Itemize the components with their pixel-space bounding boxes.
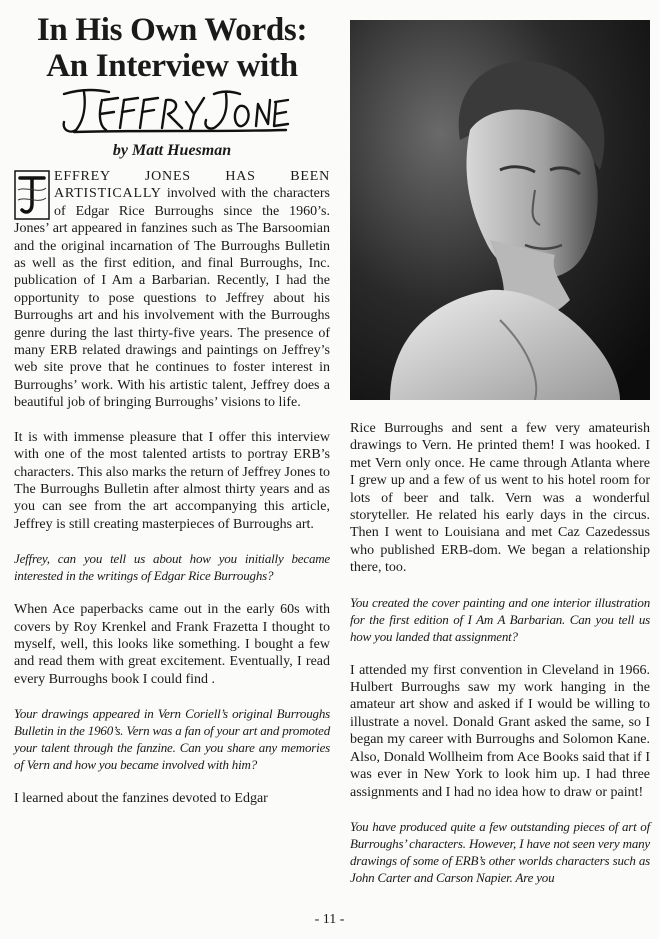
intro-rest: involved with the characters of Edgar Rice Burroughs since the 1960’s. Jones’ art appeared in fanzines such as The Barsoomian and the original incarnation of The Burroughs Bulletin as well as the first edition, and final Burroughs, Inc. publication of I Am a Barbarian. Recently, I had the opportunity to pose questions to Jeffrey about his Burroughs art and his involvement with the Burroughs genre during the last thirty-five years. The presence of many ERB related drawings and paintings on Jeffrey’s web site prove that he continues to foster interest in Burroughs’ work. With his artistic talent, Jeffrey does a beautiful job of bringing Burroughs’ visions to life. [14,186,330,411]
title-line-2: An Interview with [46,48,298,84]
left-column [14,12,330,808]
portrait-photo [350,20,650,400]
signature-image [54,86,294,136]
answer-2-start: I learned about the fanzines devoted to Edgar [14,791,268,807]
page-number: - 11 - [314,912,345,927]
article-title [14,12,330,84]
byline: by Matt Huesman [112,142,232,159]
intro-paragraph-2: It is with immense pleasure that I offer this interview with one of the most talented artists to portray ERB’s characters. This also marks the return of Jeffrey Jones to The Burroughs Bulletin after almost thirty years and as you can see from the art accompanying this article, Jeffrey is still creating masterpieces of Burroughs art. [14,429,330,532]
question-2: Your drawings appeared in Vern Coriell’s original Burroughs Bulletin in the 1960’s. Vern was a fan of your art and promoted your talent through the fanzine. Can you share any memories of Vern and how you became involved with him? [14,706,330,773]
answer-1: When Ace paperbacks came out in the early 60s with covers by Roy Krenkel and Frank Frazetta I thought to myself, well, this looks like something. I bought a few and read them with great excitement. Eventually, I read every Burroughs book I could find . [14,602,330,687]
intro-caps: EFFREY JONES HAS BEEN ARTISTICALLY [54,169,330,202]
dropcap-j [14,170,50,220]
right-column [350,20,650,886]
title-line-1: In His Own Words: [36,12,308,48]
question-1: Jeffrey, can you tell us about how you initially became interested in the writings of Edgar Rice Burroughs? [14,551,330,584]
question-3: You created the cover painting and one interior illustration for the first edition of I Am A Barbarian. Can you tell us how you landed that assignment? [350,594,650,644]
answer-2-continued: Rice Burroughs and sent a few very amateurish drawings to Vern. He printed them! I was hooked. I met Vern only once. He came through Atlanta where I grew up and a few of us went to his hotel room for lots of beer and talk. Vern was a wonderful storyteller. He related his early days in the circus. Then I went to Louisiana and met Caz Cazedessus who published ERB-dom. We began a relationship there, too. [350,421,650,576]
answer-3: I attended my first convention in Cleveland in 1966. Hulbert Burroughs saw my work hanging in the amateur art show and asked if I would be willing to illustrate a novel. Donald Grant asked the same, so I began my career with Burroughs and Solomon Kane. Also, Donald Wollheim from Ace Books said that if I was ever in New York to look him up. I had three assignments and I had no idea how to draw or paint! [350,662,650,800]
question-4: You have produced quite a few outstanding pieces of art of Burroughs’ characters. However, I have not seen very many drawings of some of ERB’s other worlds characters such as John Carter and Carson Napier. Are you [350,818,650,885]
intro-paragraph [14,168,330,412]
